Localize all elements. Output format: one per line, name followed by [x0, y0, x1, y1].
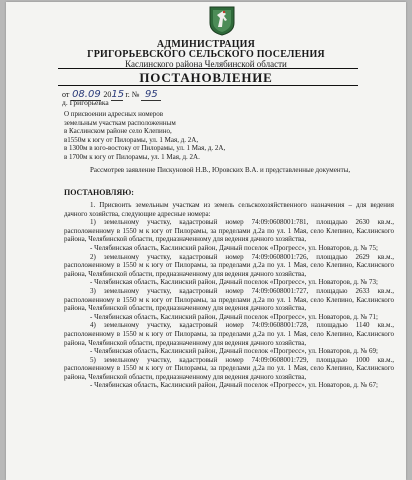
decree-paragraph: 2) земельному участку, кадастровый номер 74:09:0608001:726, площадью 2629 кв.м., расположенному в 1550 м к югу от Пилорамы, за пределами д.2а по ул. 1 Мая, село Клепино, Каслинского района, Челябинской области, предназначенному для ведения дачного хозяйства,	[64, 252, 394, 278]
intro-paragraph: Рассмотрев заявление Пискуновой Н.В., Юровских В.А. и представленные документы,	[90, 166, 351, 174]
document-place: д. Григорьевка	[62, 98, 109, 107]
date-day-month: 08.09	[72, 89, 101, 100]
date-year-label: г.	[125, 90, 130, 99]
decree-paragraph: 3) земельному участку, кадастровый номер 74:09:0608001:727, площадью 2633 кв.м., расположенному в 1550 м к югу от Пилорамы, за пределами д.2а по ул. 1 Мая, село Клепино, Каслинского района, Челябинской области, предназначенному для ведения дачного хозяйства,	[64, 286, 394, 313]
decree-paragraph: - Челябинская область, Каслинский район, Дачный поселок «Прогресс», ул. Новаторов, д. № 67;	[90, 381, 378, 390]
subject-line: в1550м к югу от Пилорамы, ул. 1 Мая, д. 2А,	[64, 135, 199, 144]
document-page	[6, 2, 406, 480]
header-settlement: ГРИГОРЬЕВСКОГО СЕЛЬСКОГО ПОСЕЛЕНИЯ	[87, 49, 325, 60]
header-rule-top	[58, 68, 358, 69]
date-from-label: от	[62, 90, 70, 99]
header-district: Каслинского района Челябинской области	[125, 59, 287, 69]
subject-line: в 1700м к югу от Пилорамы, ул. 1 Мая, д. 2А.	[64, 152, 200, 161]
decree-paragraph: 1. Присвоить земельным участкам из земель сельскохозяйственного назначения – для ведения дачного хозяйства, следующие адресные номера:	[64, 201, 394, 218]
date-year-suffix: 15	[111, 89, 125, 100]
header-rule-bottom	[58, 85, 358, 86]
subject-line: земельным участкам расположенным	[64, 118, 176, 127]
decree-paragraph: - Челябинская область, Каслинский район, Дачный поселок «Прогресс», ул. Новаторов, д. № 69;	[90, 347, 378, 356]
header-administration: АДМИНИСТРАЦИЯ	[156, 39, 256, 50]
decree-paragraph: 1) земельному участку, кадастровый номер 74:09:0608001:781, площадью 2630 кв.м., расположенному в 1550 м к югу от Пилорамы, за пределами д.2а по ул. 1 Мая, село Клепино, Каслинского района, Челябинской области, предназначенному для ведения дачного хозяйства,	[64, 218, 394, 244]
decree-paragraph: 5) земельному участку, кадастровый номер 74:09:0608001:729, площадью 1000 кв.м., расположенному в 1550 м к югу от Пилорамы, за пределами д.2а по ул. 1 Мая, село Клепино, Каслинского района, Челябинской области, предназначенному для ведения дачного хозяйства,	[64, 355, 394, 381]
number-label: №	[131, 90, 140, 99]
decree-items	[64, 201, 394, 390]
date-year-prefix: 20	[103, 90, 112, 99]
document-title: ПОСТАНОВЛЕНИЕ	[139, 70, 273, 85]
decree-paragraph: - Челябинская область, Каслинский район, Дачный поселок «Прогресс», ул. Новаторов, д. № 75;	[90, 243, 378, 252]
subject-line: О присвоении адресных номеров	[64, 110, 164, 118]
decree-paragraph: 4) земельному участку, кадастровый номер 74:09:0608001:728, площадью 1140 кв.м., расположенному в 1550 м к югу от Пилорамы, за пределами д.2а по ул. 1 Мая, село Клепино, Каслинского района, Челябинской области, предназначенному для ведения дачного хозяйства,	[64, 321, 394, 347]
subject-line: в Каслинском районе село Клепино,	[64, 127, 172, 136]
decree-paragraph: - Челябинская область, Каслинский район, Дачный поселок «Прогресс», ул. Новаторов, д. № 73;	[90, 278, 378, 287]
document-number: 95	[145, 89, 158, 100]
decree-paragraph: - Челябинская область, Каслинский район, Дачный поселок «Прогресс», ул. Новаторов, д. № 71;	[90, 312, 378, 321]
decree-heading: ПОСТАНОВЛЯЮ:	[64, 188, 134, 197]
subject-block	[64, 110, 225, 162]
subject-line: в 1300м в юго-востоку от Пилорамы, ул. 1 Мая, д. 2А,	[64, 144, 226, 153]
coat-of-arms-emblem	[209, 6, 235, 36]
